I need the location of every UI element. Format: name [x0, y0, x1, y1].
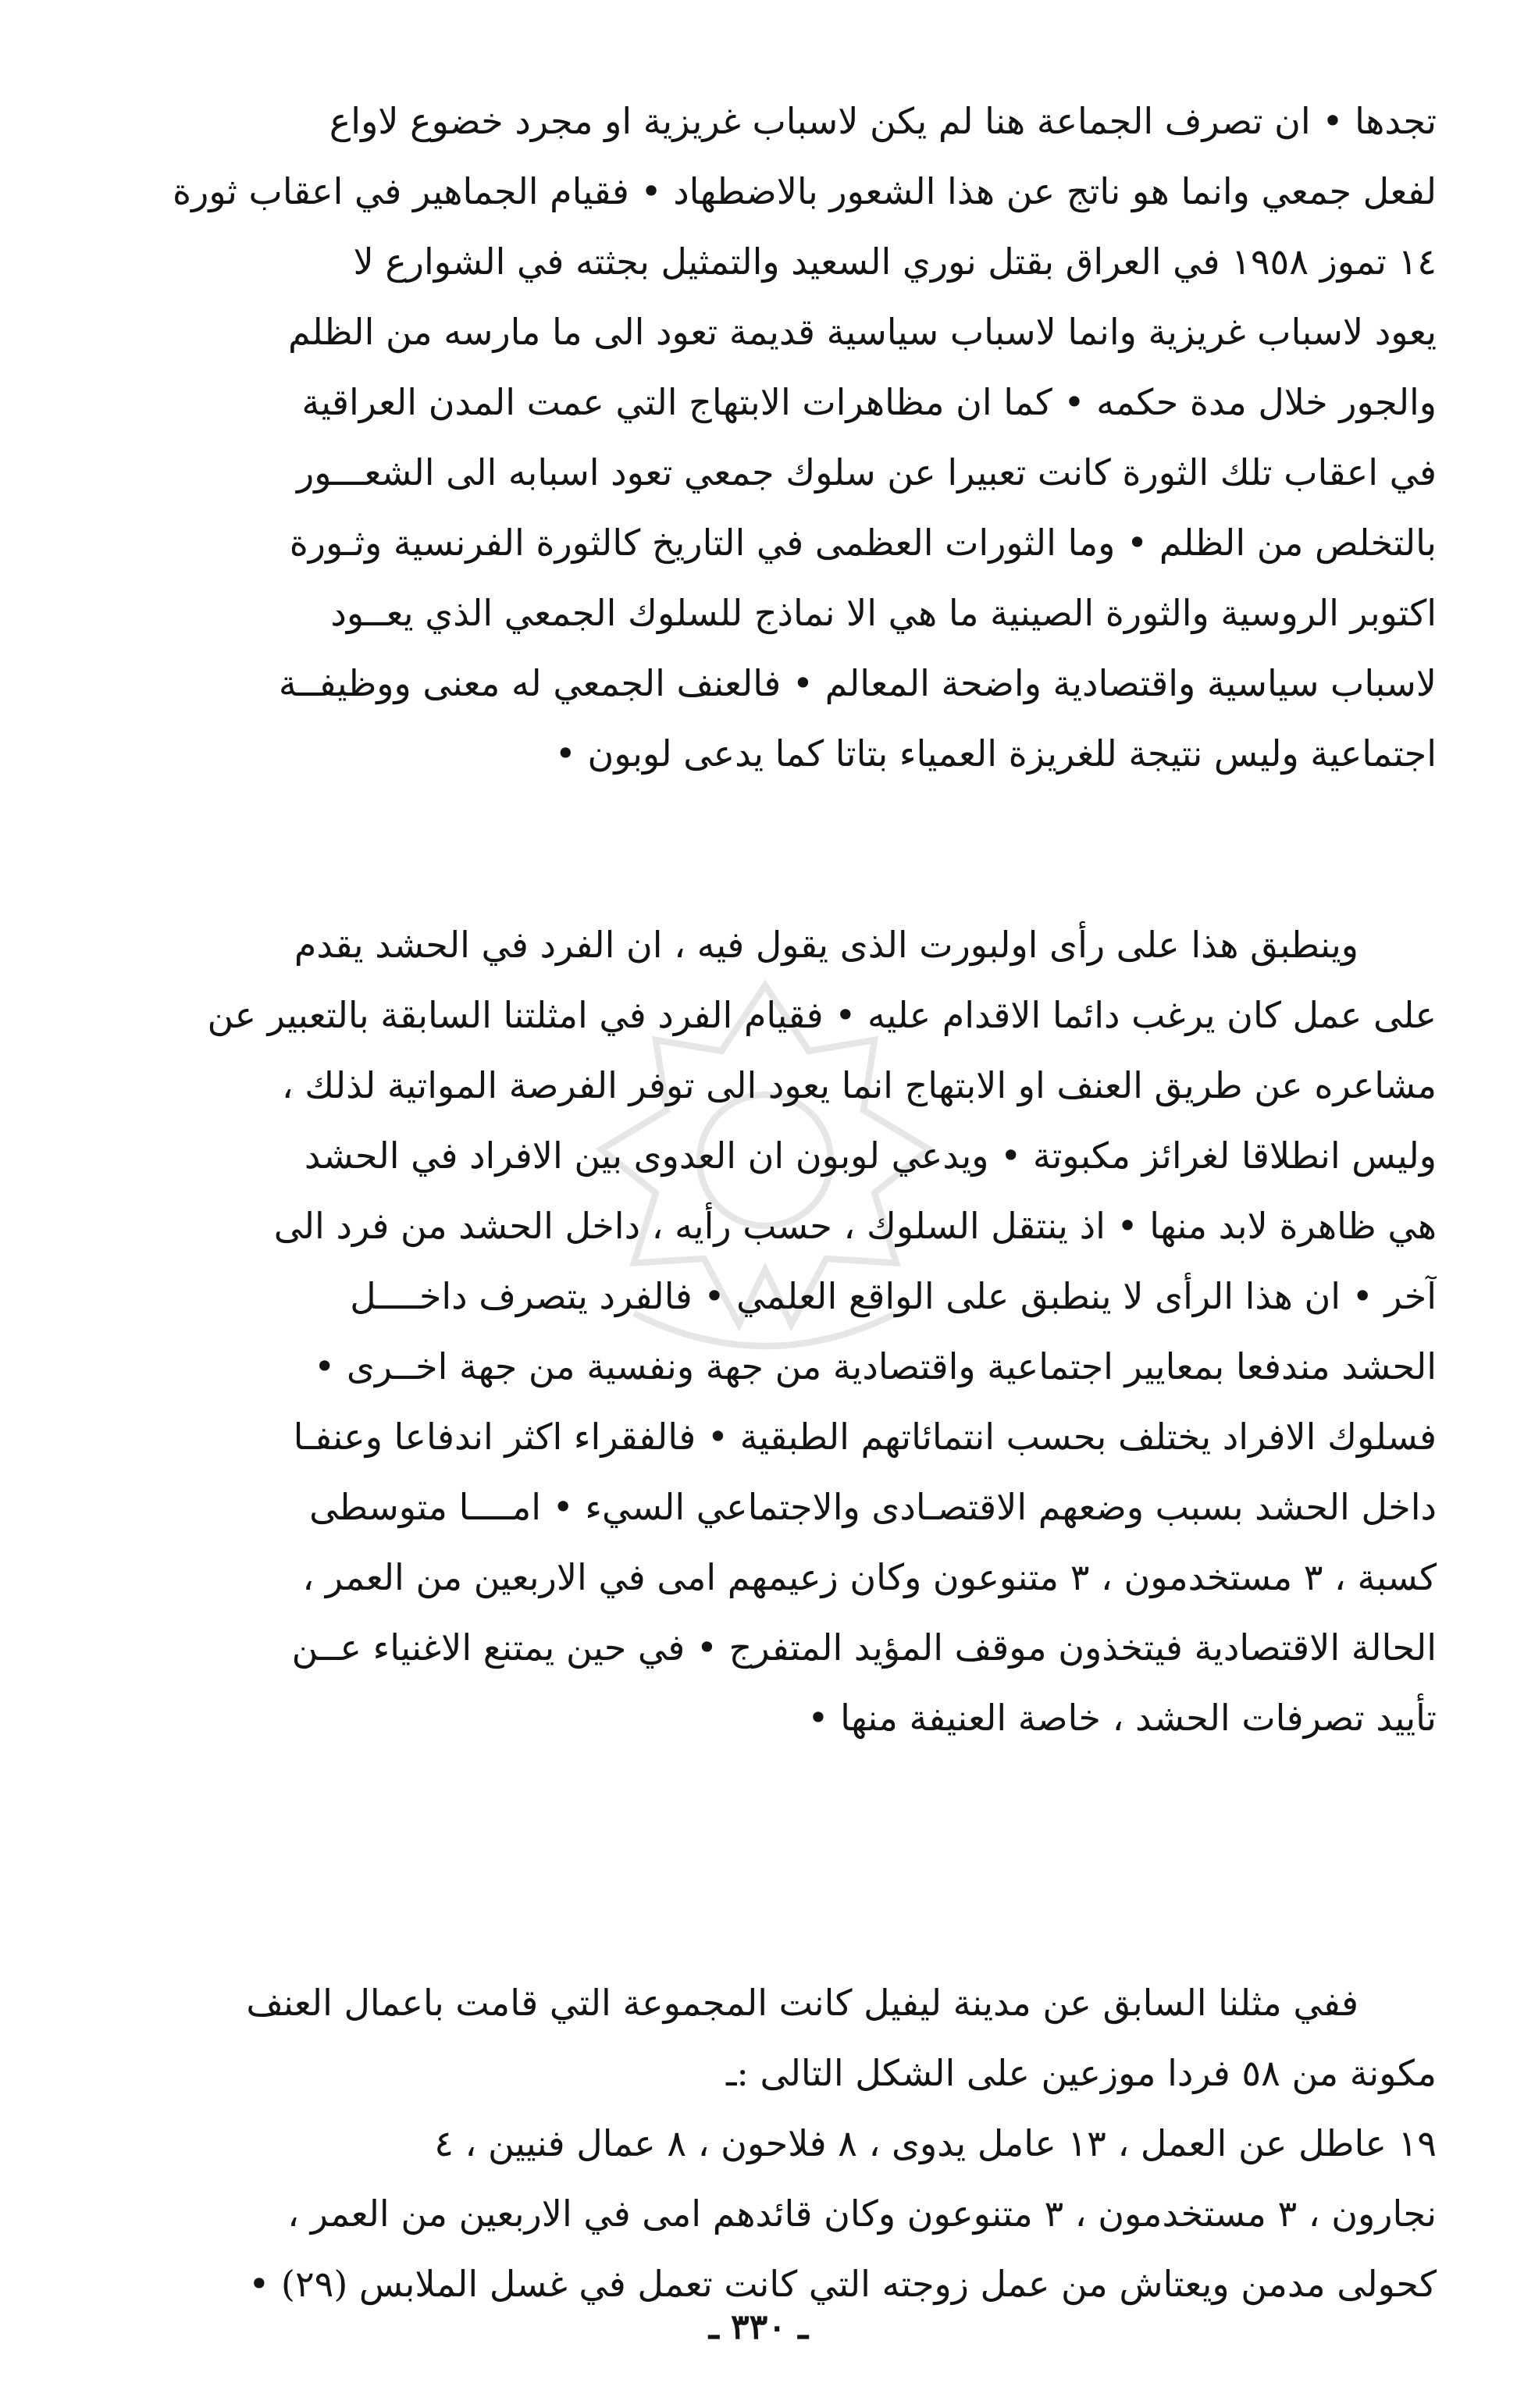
text-line: مكونة من ٥٨ فردا موزعين على الشكل التالى :ـ — [725, 2052, 1437, 2094]
text-line: كسبة ، ٣ مستخدمون ، ٣ متنوعون وكان زعيمهم امى في الاربعين من العمر ، — [302, 1556, 1437, 1598]
text-line: على عمل كان يرغب دائما الاقدام عليه • فقيام الفرد في امثلتنا السابقة بالتعبير عن — [207, 994, 1437, 1036]
text-line: مشاعره عن طريق العنف او الابتهاج انما يعود الى توفر الفرصة المواتية لذلك ، — [281, 1064, 1437, 1106]
text-line: لفعل جمعي وانما هو ناتج عن هذا الشعور بالاضطهاد • فقيام الجماهير في اعقاب ثورة — [173, 170, 1437, 212]
paragraph-4 — [109, 2108, 1437, 2319]
text-line: لاسباب سياسية واقتصادية واضحة المعالم • فالعنف الجمعي له معنى ووظيفــة — [278, 662, 1437, 704]
text-line: الحشد مندفعا بمعايير اجتماعية واقتصادية من جهة ونفسية من جهة اخــرى • — [314, 1345, 1437, 1387]
text-line: بالتخلص من الظلم • وما الثورات العظمى في التاريخ كالثورة الفرنسية وثـورة — [289, 522, 1437, 564]
paragraph-3 — [109, 1968, 1437, 2108]
text-line: ١٩ عاطل عن العمل ، ١٣ عامل يدوى ، ٨ فلاحون ، ٨ عمال فنيين ، ٤ — [434, 2122, 1437, 2164]
text-line: ففي مثلنا السابق عن مدينة ليفيل كانت المجموعة التي قامت باعمال العنف — [246, 1982, 1359, 2024]
text-line: اجتماعية وليس نتيجة للغريزة العمياء بتاتا كما يدعى لوبون • — [554, 732, 1437, 775]
text-line: آخر • ان هذا الرأى لا ينطبق على الواقع العلمي • فالفرد يتصرف داخــــل — [350, 1275, 1437, 1317]
text-line: تأييد تصرفات الحشد ، خاصة العنيفة منها • — [807, 1697, 1437, 1739]
text-line: يعود لاسباب غريزية وانما لاسباب سياسية قديمة تعود الى ما مارسه من الظلم — [287, 311, 1437, 353]
text-line: وينطبق هذا على رأى اولبورت الذى يقول فيه ، ان الفرد في الحشد يقدم — [294, 924, 1359, 966]
page-number: ـ ٣٣٠ ـ — [708, 2307, 809, 2347]
text-line: تجدها • ان تصرف الجماعة هنا لم يكن لاسباب غريزية او مجرد خضوع لاواع — [329, 100, 1437, 142]
text-line: والجور خلال مدة حكمه • كما ان مظاهرات الابتهاج التي عمت المدن العراقية — [301, 381, 1437, 423]
paragraph-1 — [109, 86, 1437, 789]
text-line: اكتوبر الروسية والثورة الصينية ما هي الا نماذج للسلوك الجمعي الذي يعــود — [330, 592, 1437, 634]
text-line: كحولى مدمن ويعتاش من عمل زوجته التي كانت تعمل في غسل الملابس (٢٩) • — [248, 2263, 1437, 2305]
text-line: نجارون ، ٣ مستخدمون ، ٣ متنوعون وكان قائدهم امى في الاربعين من العمر ، — [287, 2192, 1437, 2235]
paragraph-2 — [109, 910, 1437, 1753]
text-line: هي ظاهرة لابد منها • اذ ينتقل السلوك ، حسب رأيه ، داخل الحشد من فرد الى — [273, 1205, 1437, 1247]
text-line: في اعقاب تلك الثورة كانت تعبيرا عن سلوك جمعي تعود اسبابه الى الشعـــور — [297, 451, 1437, 493]
text-line: فسلوك الافراد يختلف بحسب انتمائاتهم الطبقية • فالفقراء اكثر اندفاعا وعنفـا — [293, 1416, 1437, 1458]
text-line: وليس انطلاقا لغرائز مكبوتة • ويدعي لوبون ان العدوى بين الافراد في الحشد — [304, 1135, 1437, 1177]
text-line: ١٤ تموز ١٩٥٨ في العراق بقتل نوري السعيد والتمثيل بجثته في الشوارع لا — [353, 240, 1437, 283]
text-line: الحالة الاقتصادية فيتخذون موقف المؤيد المتفرج • في حين يمتنع الاغنياء عــن — [291, 1626, 1437, 1669]
text-line: داخل الحشد بسبب وضعهم الاقتصـادى والاجتماعي السيء • امــــا متوسطى — [309, 1486, 1437, 1528]
